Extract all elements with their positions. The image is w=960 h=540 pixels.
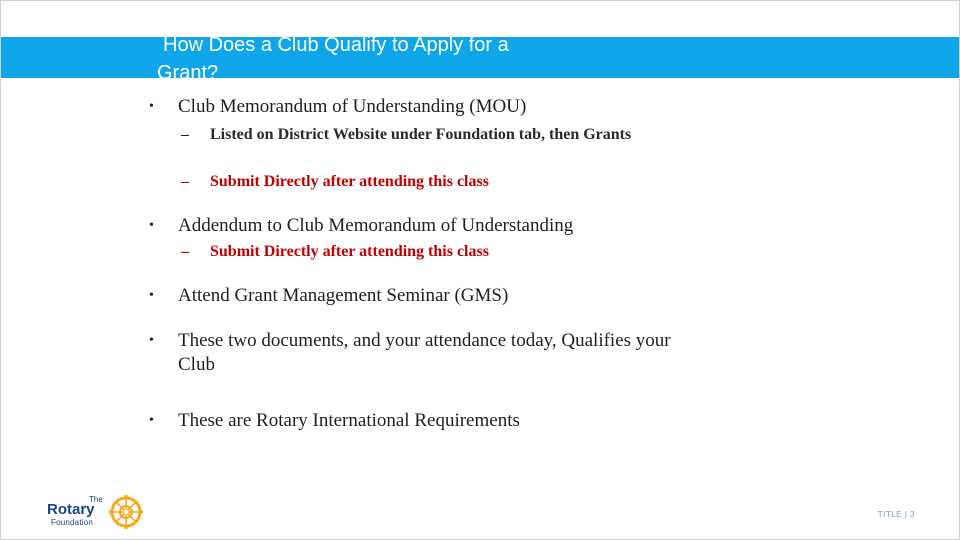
rotary-wheel-icon xyxy=(109,495,143,529)
sub-bullet-text: Listed on District Website under Foundation tab, then Grants xyxy=(210,126,632,143)
logo-foundation-text: Foundation xyxy=(51,518,94,527)
rotary-foundation-logo xyxy=(45,495,149,529)
logo-the-text: The xyxy=(89,495,103,504)
sub-bullet-text: Submit Directly after attending this class xyxy=(210,173,489,190)
bullet-marker: • xyxy=(149,288,154,303)
bullet-text: These are Rotary International Requirements xyxy=(178,410,520,431)
sub-bullet-item xyxy=(181,171,730,193)
sub-bullet-marker: – xyxy=(181,173,189,190)
sub-bullet-marker: – xyxy=(181,243,189,260)
logo-rotary-text: Rotary xyxy=(47,501,95,518)
bullet-marker: • xyxy=(149,99,154,114)
bullet-marker: • xyxy=(149,333,154,348)
bullet-item xyxy=(149,214,573,238)
sub-bullet-item xyxy=(181,124,720,146)
bullet-marker: • xyxy=(149,413,154,428)
sub-bullet-item xyxy=(181,241,730,263)
footer-page-label: TITLE | 3 xyxy=(877,510,915,519)
sub-bullet-marker: – xyxy=(181,126,189,143)
bullet-item xyxy=(149,284,508,308)
bullet-item xyxy=(149,329,709,377)
slide-title-line-2: Grant? xyxy=(157,62,219,84)
slide-title-line-1: How Does a Club Qualify to Apply for a xyxy=(163,34,509,56)
sub-bullet-text: Submit Directly after attending this class xyxy=(210,243,489,260)
slide-title xyxy=(157,31,657,87)
bullet-text: Addendum to Club Memorandum of Understanding xyxy=(178,215,574,236)
bullet-text: Club Memorandum of Understanding (MOU) xyxy=(178,96,527,117)
bullet-item xyxy=(149,95,526,119)
bullet-text: Attend Grant Management Seminar (GMS) xyxy=(178,285,509,306)
bullet-marker: • xyxy=(149,218,154,233)
bullet-item xyxy=(149,409,520,433)
bullet-text: These two documents, and your attendance today, Qualifies your Club xyxy=(178,330,671,375)
